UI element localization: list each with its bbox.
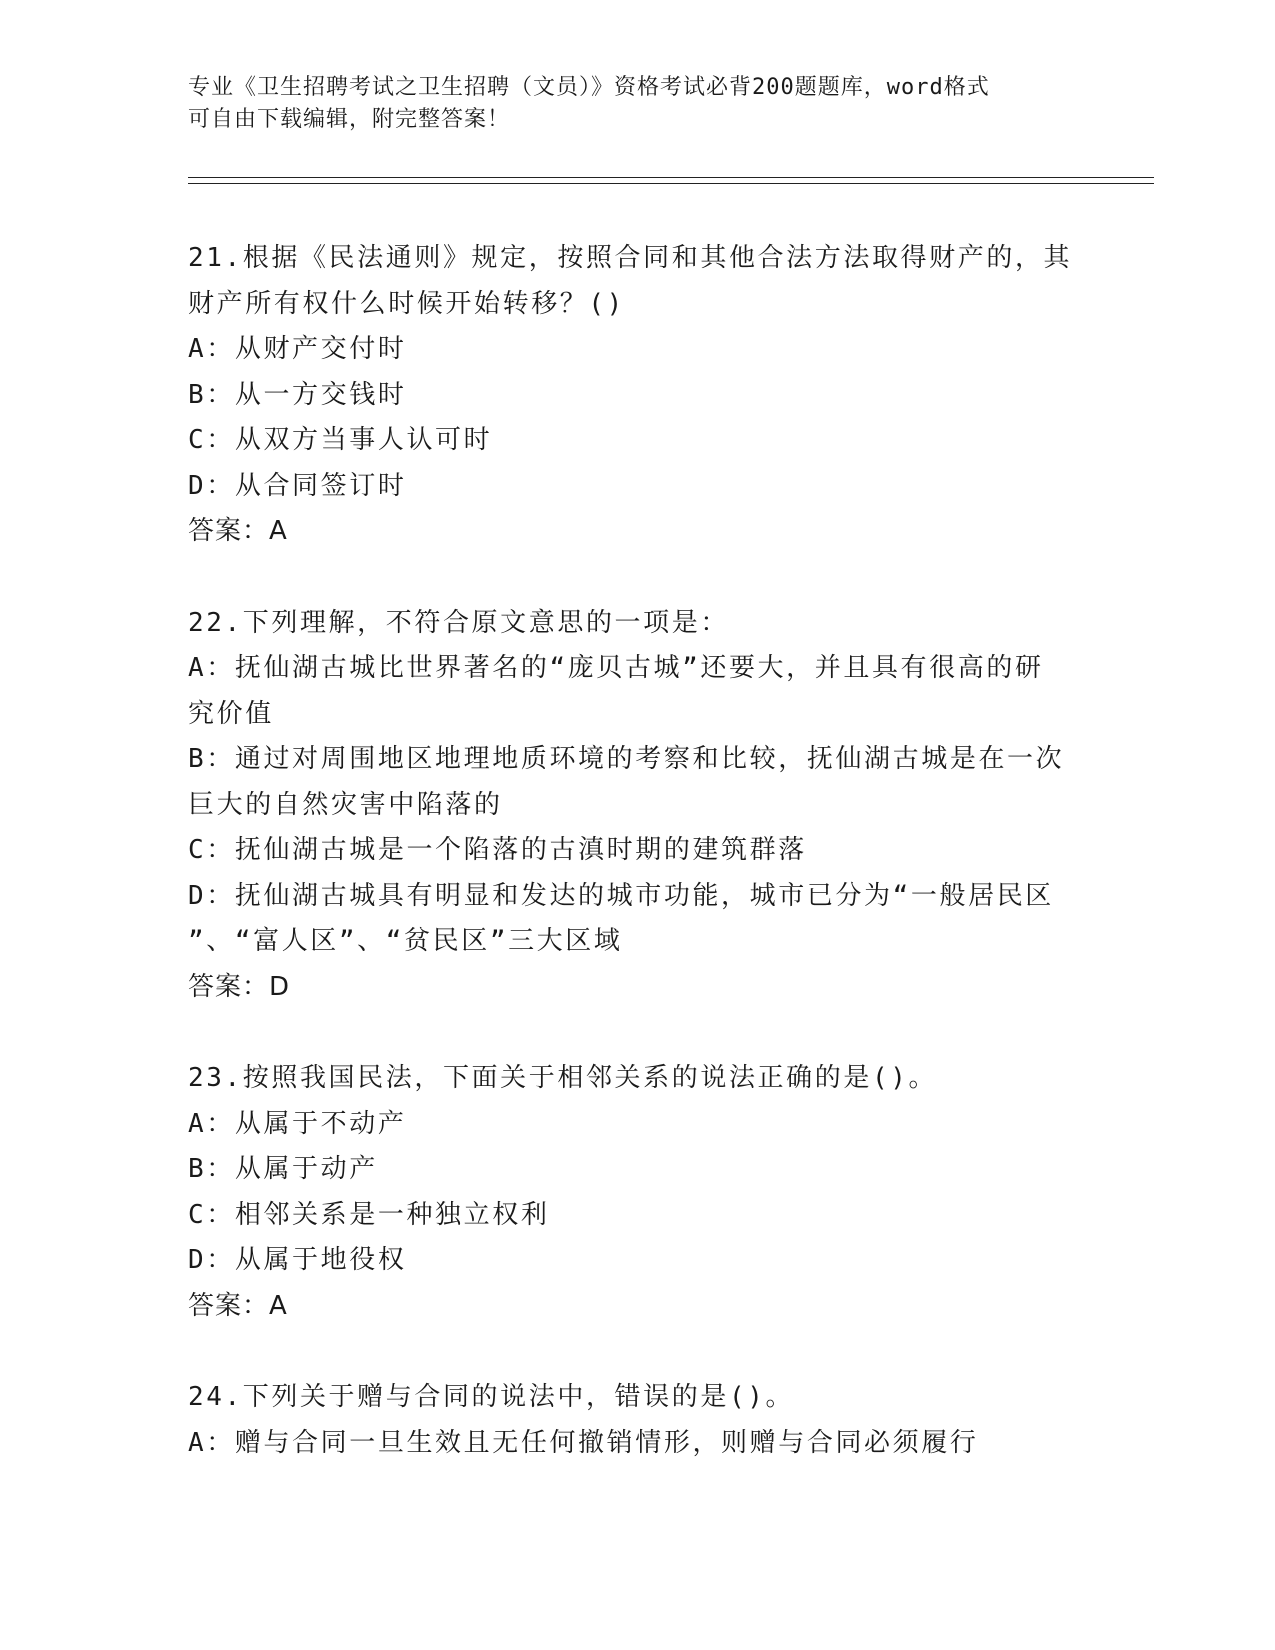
answer-key <box>188 965 1088 1011</box>
answer-option: A：从属于不动产 <box>188 1108 407 1139</box>
answer-option: C：抚仙湖古城是一个陷落的古滇时期的建筑群落 <box>188 835 807 865</box>
header-divider-bottom <box>188 183 1154 184</box>
question-block <box>188 1375 1088 1466</box>
answer-label: 答案： <box>188 971 270 1002</box>
document-header <box>188 72 1068 136</box>
answer-option: A：赠与合同一旦生效且无任何撤销情形，则赠与合同必须履行 <box>188 1427 979 1458</box>
answer-value: D <box>269 971 291 1002</box>
answer-option: 巨大的自然灾害中陷落的 <box>188 789 503 820</box>
answer-option: C：相邻关系是一种独立权利 <box>188 1199 550 1230</box>
question-block <box>188 1056 1088 1329</box>
answer-option: A：从财产交付时 <box>188 334 407 364</box>
header-line-2: 可自由下载编辑，附完整答案！ <box>188 107 511 132</box>
answer-option: C：从双方当事人认可时 <box>188 425 493 455</box>
question-stem: 23.按照我国民法，下面关于相邻关系的说法正确的是()。 <box>188 1063 938 1093</box>
answer-label: 答案： <box>188 516 270 546</box>
header-divider-top <box>188 177 1154 178</box>
answer-option: B：从一方交钱时 <box>188 379 407 410</box>
answer-value: A <box>269 1290 288 1321</box>
answer-option: 究价值 <box>188 698 274 729</box>
question-block <box>188 236 1088 555</box>
answer-option: B：从属于动产 <box>188 1154 378 1184</box>
question-stem: 22.下列理解，不符合原文意思的一项是： <box>188 607 729 638</box>
answer-option: A：抚仙湖古城比世界著名的“庞贝古城”还要大，并且具有很高的研 <box>188 653 1044 683</box>
answer-option: B：通过对周围地区地理地质环境的考察和比较，抚仙湖古城是在一次 <box>188 744 1065 774</box>
answer-option: D：抚仙湖古城具有明显和发达的城市功能，城市已分为“一般居民区 <box>188 880 1054 911</box>
answer-value: A <box>269 516 288 546</box>
answer-option: D：从属于地役权 <box>188 1245 407 1275</box>
answer-key <box>188 509 1088 555</box>
question-block <box>188 601 1088 1011</box>
header-line-1: 专业《卫生招聘考试之卫生招聘（文员）》资格考试必背200题题库，word格式 <box>188 75 990 100</box>
question-stem: 21.根据《民法通则》规定，按照合同和其他合法方法取得财产的，其 <box>188 243 1073 273</box>
answer-option: D：从合同签订时 <box>188 470 407 501</box>
answer-option: ”、“富人区”、“贫民区”三大区域 <box>188 926 623 956</box>
question-stem: 财产所有权什么时候开始转移？() <box>188 288 625 319</box>
answer-key <box>188 1284 1088 1330</box>
question-stem: 24.下列关于赠与合同的说法中，错误的是()。 <box>188 1382 795 1412</box>
answer-label: 答案： <box>188 1290 270 1321</box>
question-list <box>188 236 1088 1512</box>
